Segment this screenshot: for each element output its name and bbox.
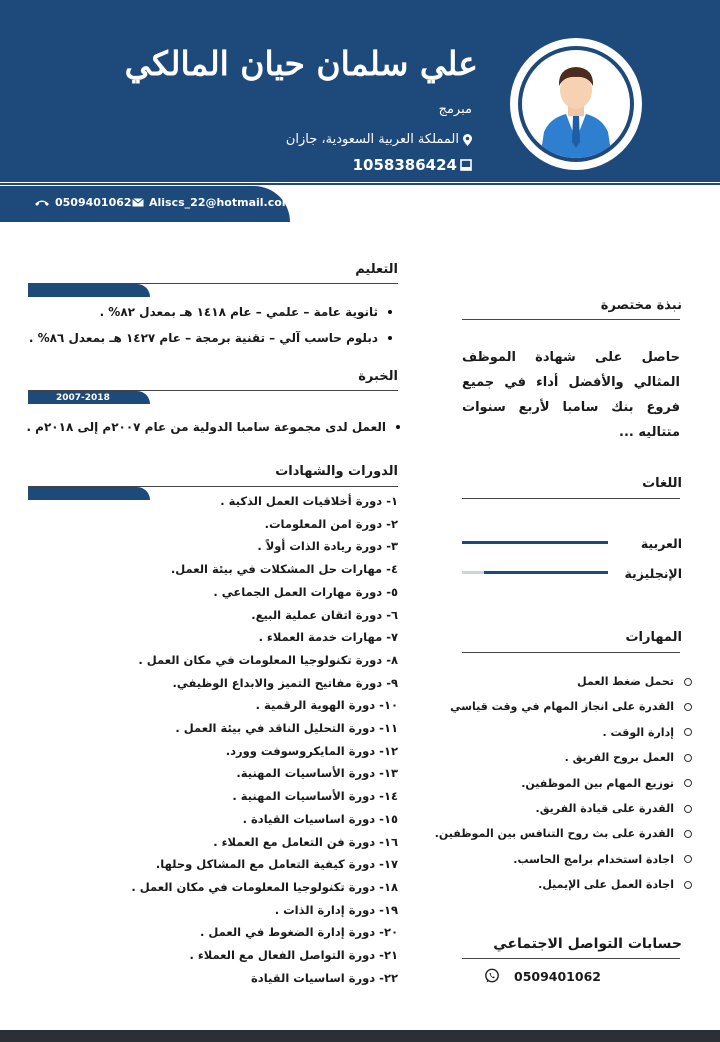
circle-bullet-icon — [684, 855, 692, 863]
bullet-icon — [388, 310, 392, 314]
skill-text: العمل بروح الفريق . — [564, 751, 674, 765]
course-item: ١٥- دورة اساسيات القيادة . — [242, 811, 398, 826]
course-item: ١٣- دورة الأساسيات المهنية. — [236, 766, 398, 781]
education-accent — [28, 284, 150, 297]
course-item: ١٦- دورة فن التعامل مع العملاء . — [213, 834, 398, 849]
course-item: ٨- دورة تكنولوجيا المعلومات في مكان العمل . — [138, 652, 398, 667]
circle-bullet-icon — [684, 830, 692, 838]
skill-text: القدرة على قيادة الفريق. — [535, 802, 674, 815]
skills-heading: المهارات — [625, 630, 682, 645]
course-item: ١٩- دورة إدارة الذات . — [274, 902, 398, 917]
skill-text: إدارة الوقت . — [602, 725, 674, 739]
course-item: ٢٠- دورة إدارة الضغوط في العمل . — [200, 925, 398, 940]
whatsapp-number: 0509401062 — [514, 968, 601, 984]
skill-text: تحمل ضغط العمل — [577, 675, 674, 688]
course-item: ١- دورة أخلاقيات العمل الذكية . — [220, 494, 398, 508]
whatsapp-contact[interactable] — [484, 968, 601, 984]
skill-text: اجادة العمل على الإيميل. — [538, 878, 674, 892]
language-english-bar — [462, 571, 608, 574]
skill-item — [538, 878, 692, 891]
skills-rule — [462, 652, 680, 653]
skill-item — [435, 827, 692, 840]
course-item: ١٢- دورة المايكروسوفت وورد. — [225, 743, 398, 758]
location-text: المملكة العربية السعودية، جازان — [285, 132, 459, 147]
course-item: ٣- دورة ريادة الذات أولاً . — [257, 539, 398, 554]
circle-bullet-icon — [684, 728, 692, 736]
skill-item — [536, 802, 692, 815]
education-item-text: ثانوية عامة – علمي – عام ١٤١٨ هـ بمعدل ٨٢% . — [99, 305, 378, 319]
course-item: ٥- دورة مهارات العمل الجماعي . — [213, 584, 398, 599]
course-item: ٩- دورة مفاتيح التميز والابداع الوظيفي. — [172, 675, 398, 690]
social-heading: حسابات التواصل الاجتماعي — [493, 936, 682, 952]
person-avatar-icon — [522, 50, 630, 158]
footer-bar — [0, 1030, 720, 1042]
skill-item — [603, 726, 693, 739]
course-item: ٤- مهارات حل المشكلات في بيئة العمل. — [170, 562, 398, 577]
skill-text: اجادة استخدام برامج الحاسب. — [513, 852, 674, 866]
courses-accent — [28, 487, 150, 500]
summary-text: حاصل على شهادة الموظف المثالي والأفضل أداء في جميع فروع بنك سامبا لأربع سنوات متتاليه ... — [462, 350, 680, 440]
languages-heading: اللغات — [642, 476, 682, 491]
education-item — [29, 331, 392, 345]
circle-bullet-icon — [684, 678, 692, 686]
courses-heading: الدورات والشهادات — [275, 464, 398, 479]
course-item: ١٠- دورة الهوية الرقمية . — [255, 698, 398, 713]
phone-text: 0509401062 — [55, 196, 132, 209]
experience-heading: الخبرة — [358, 369, 398, 384]
skill-item — [450, 700, 692, 713]
course-item: ٦- دورة اتقان عملية البيع. — [251, 607, 398, 622]
circle-bullet-icon — [684, 779, 692, 787]
skill-item — [521, 777, 692, 790]
skill-text: القدرة على انجاز المهام في وقت قياسي — [450, 700, 674, 714]
whatsapp-icon — [484, 968, 500, 984]
circle-bullet-icon — [684, 703, 692, 711]
circle-bullet-icon — [684, 754, 692, 762]
experience-period: 2007-2018 — [28, 391, 150, 404]
job-title: مبرمج — [438, 102, 472, 117]
person-name: علي سلمان حيان المالكي — [124, 44, 478, 83]
id-number — [353, 156, 472, 174]
course-item: ٧- مهارات خدمة العملاء . — [258, 630, 398, 645]
skill-item — [513, 853, 692, 866]
education-item-text: دبلوم حاسب آلي – تقنية برمجة – عام ١٤٢٧ هـ بمعدل ٨٦% . — [28, 331, 378, 345]
language-arabic-bar — [462, 541, 608, 544]
social-rule — [462, 958, 680, 959]
bullet-icon — [396, 425, 400, 429]
location-pin-icon — [463, 134, 472, 146]
skill-item — [577, 675, 692, 688]
phone-icon — [34, 199, 50, 207]
circle-bullet-icon — [684, 805, 692, 813]
language-arabic: العربية — [640, 536, 682, 551]
experience-item — [26, 420, 400, 434]
circle-bullet-icon — [684, 881, 692, 889]
skill-text: توزيع المهام بين الموظفين. — [521, 776, 674, 790]
course-item: ٢١- دورة التواصل الفعال مع العملاء . — [189, 948, 398, 962]
skill-item — [565, 751, 692, 764]
experience-item-text: العمل لدى مجموعة سامبا الدولية من عام ٢٠٠٧م إلى ٢٠١٨م . — [26, 420, 386, 434]
bullet-icon — [388, 336, 392, 340]
course-item: ٢- دورة امن المعلومات. — [264, 516, 398, 531]
education-item — [100, 305, 392, 319]
email-icon — [132, 198, 144, 207]
course-item: ٢٢- دورة اساسيات القيادة — [251, 970, 398, 985]
header-divider — [0, 183, 720, 185]
language-english: الإنجليزية — [624, 566, 682, 581]
education-heading: التعليم — [355, 262, 398, 277]
course-item: ١١- دورة التحليل الناقد في بيئة العمل . — [175, 721, 398, 735]
summary-heading: نبذة مختصرة — [600, 298, 682, 313]
languages-rule — [462, 498, 680, 499]
location — [286, 132, 472, 147]
language-arabic-fill — [462, 541, 608, 544]
email-contact[interactable] — [132, 196, 293, 209]
language-english-fill — [484, 571, 608, 574]
phone-contact[interactable] — [34, 196, 132, 209]
id-number-text: 1058386424 — [352, 156, 457, 174]
course-item: ١٤- دورة الأساسيات المهنية . — [232, 789, 398, 804]
summary-rule — [462, 319, 680, 320]
id-card-icon — [460, 159, 472, 171]
course-item: ١٨- دورة تكنولوجيا المعلومات في مكان العمل . — [131, 879, 398, 894]
course-item: ١٧- دورة كيفية التعامل مع المشاكل وحلها. — [155, 857, 398, 872]
email-text: Aliscs_22@hotmail.com — [149, 196, 294, 209]
avatar — [518, 46, 634, 162]
skill-text: القدرة على بث روح التنافس بين الموظفين. — [434, 827, 674, 841]
